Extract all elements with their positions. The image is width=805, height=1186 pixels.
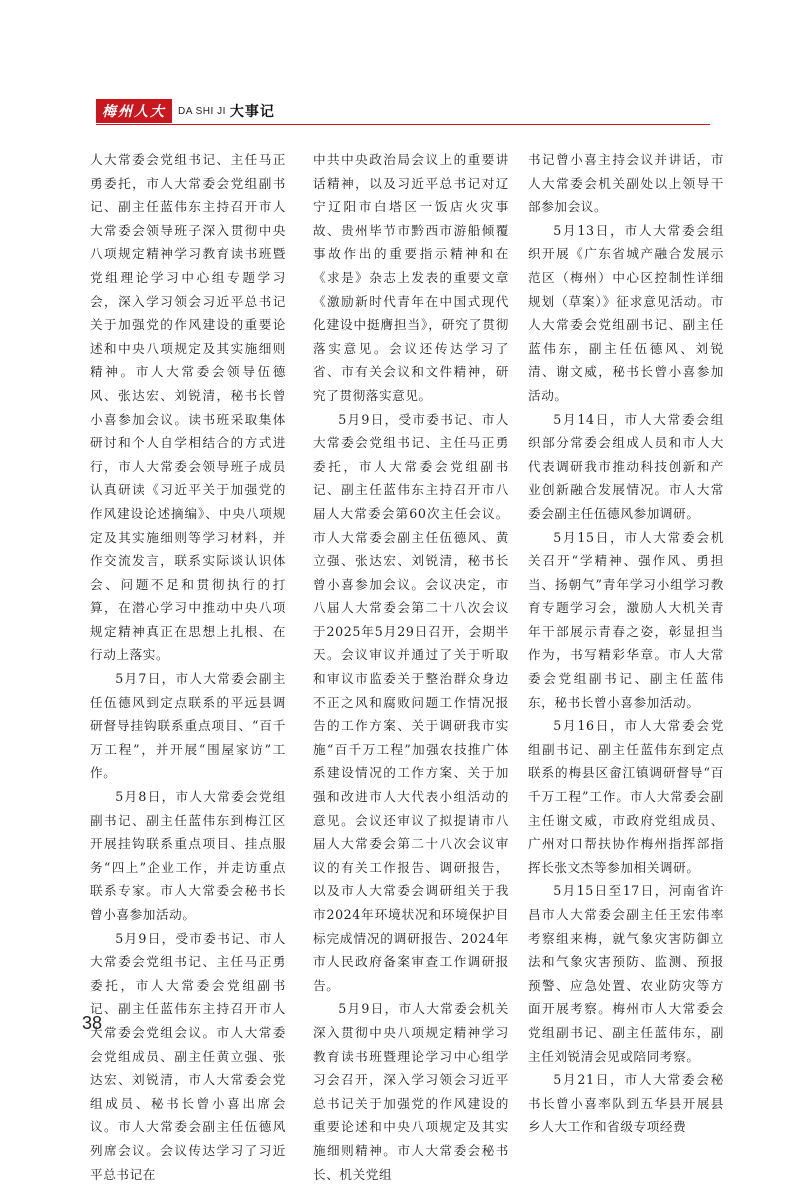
- column-3: [528, 148, 724, 1139]
- paragraph: 5月7日，市人大常委会副主任伍德风到定点联系的平远县调研督导挂钩联系重点项目、“百千万工程”，并开展“围屋家访”工作。: [90, 671, 286, 781]
- paragraph: 5月9日，受市委书记、市人大常委会党组书记、主任马正勇委托，市人大常委会党组副书记、副主任蓝伟东主持召开市人大常委会党组会议。市人大常委会党组成员、副主任黄立强、张达宏、刘锐清，市人大常委会党组成员、秘书长曾小喜出席会议。市人大常委会副主任伍德风列席会议。会议传达学习了习近平总书记在: [90, 930, 286, 1182]
- paragraph: 5月9日，市人大常委会机关深入贯彻中央八项规定精神学习教育读书班暨理论学习中心组学习会召开，深入学习领会习近平总书记关于加强党的作风建设的重要论述和中央八项规定及其实施细则精神。市人大常委会秘书长、机关党组: [313, 1001, 509, 1182]
- paragraph: 5月9日，受市委书记、市人大常委会党组书记、主任马正勇委托，市人大常委会党组副书记、副主任蓝伟东主持召开市八届人大常委会第60次主任会议。市人大常委会副主任伍德风、黄立强、张达宏、刘锐清，秘书长曾小喜参加会议。会议决定，市八届人大常委会第二十八次会议于2025年5月29日召开，会期半天。会议审议并通过了关于听取和审议市监委关于整治群众身边不正之风和腐败问题工作情况报告的工作方案、关于调研我市实施“百千万工程”加强农技推广体系建设情况的工作方案、关于加强和改进市人大代表小组活动的意见。会议还审议了拟提请市八届人大常委会第二十八次会议审议的有关工作报告、调研报告，以及市人大常委会调研组关于我市2024年环境状况和环境保护目标完成情况的调研报告、2024年市人民政府备案审查工作调研报告。: [313, 411, 509, 993]
- section-title: 大事记: [229, 104, 275, 120]
- paragraph: 5月8日，市人大常委会党组副书记、副主任蓝伟东到梅江区开展挂钩联系重点项目、挂点服务“四上”企业工作，并走访重点联系专家。市人大常委会秘书长曾小喜参加活动。: [90, 789, 286, 922]
- page-header: [96, 100, 275, 122]
- paragraph: 5月21日，市人大常委会秘书长曾小喜率队到五华县开展县乡人大工作和省级专项经费: [528, 1072, 724, 1135]
- paragraph: 中共中央政治局会议上的重要讲话精神，以及习近平总书记对辽宁辽阳市白塔区一饭店火灾事故、贵州毕节市黔西市游船倾覆事故作出的重要指示精神和在《求是》杂志上发表的重要文章《激励新时代青年在中国式现代化建设中挺膺担当》，研究了贯彻落实意见。会议还传达学习了省、市有关会议和文件精神，研究了贯彻落实意见。: [313, 152, 509, 403]
- paragraph: 人大常委会党组书记、主任马正勇委托，市人大常委会党组副书记、副主任蓝伟东主持召开市人大常委会领导班子深入贯彻中央八项规定精神学习教育读书班暨党组理论学习中心组专题学习会，深入学习领会习近平总书记关于加强党的作风建设的重要论述和中央八项规定及其实施细则精神。市人大常委会领导伍德风、张达宏、刘锐清，秘书长曾小喜参加会议。读书班采取集体研讨和个人自学相结合的方式进行，市人大常委会领导班子成员认真研读《习近平关于加强党的作风建设论述摘编》、中央八项规定及其实施细则等学习材料，并作交流发言，联系实际谈认识体会、问题不足和贯彻执行的打算，在潜心学习中推动中央八项规定精神真正在思想上扎根、在行动上落实。: [90, 152, 286, 663]
- paragraph: 5月15日至17日，河南省许昌市人大常委会副主任王宏伟率考察组来梅，就气象灾害防御立法和气象灾害预防、监测、预报预警、应急处置、农业防灾等方面开展考察。梅州市人大常委会党组副书记、副主任蓝伟东，副主任刘锐清会见或陪同考察。: [528, 883, 724, 1064]
- column-1: [90, 148, 286, 1186]
- paragraph: 书记曾小喜主持会议并讲话，市人大常委会机关副处以上领导干部参加会议。: [528, 152, 724, 215]
- section-pinyin: DA SHI JI: [178, 105, 226, 117]
- column-2: [313, 148, 509, 1186]
- header-rule: [96, 124, 710, 125]
- page-number: 38: [82, 1013, 103, 1033]
- paragraph: 5月15日，市人大常委会机关召开“学精神、强作风、勇担当、扬朝气”青年学习小组学习教育专题学习会，激励人大机关青年干部展示青春之姿，彰显担当作为，书写精彩华章。市人大常委会党组副书记、副主任蓝伟东，秘书长曾小喜参加活动。: [528, 529, 724, 710]
- paragraph: 5月14日，市人大常委会组织部分常委会组成人员和市人大代表调研我市推动科技创新和产业创新融合发展情况。市人大常委会副主任伍德风参加调研。: [528, 411, 724, 521]
- masthead-logo: 梅州人大: [96, 99, 172, 123]
- paragraph: 5月13日，市人大常委会组织开展《广东省城产融合发展示范区（梅州）中心区控制性详细规划（草案）》征求意见活动。市人大常委会党组副书记、副主任蓝伟东，副主任伍德风、刘锐清、谢文威，秘书长曾小喜参加活动。: [528, 222, 724, 403]
- paragraph: 5月16日，市人大常委会党组副书记、副主任蓝伟东到定点联系的梅县区畲江镇调研督导“百千万工程”工作。市人大常委会副主任谢文威，市政府党组成员、广州对口帮扶协作梅州指挥部指挥长张文杰等参加相关调研。: [528, 718, 724, 875]
